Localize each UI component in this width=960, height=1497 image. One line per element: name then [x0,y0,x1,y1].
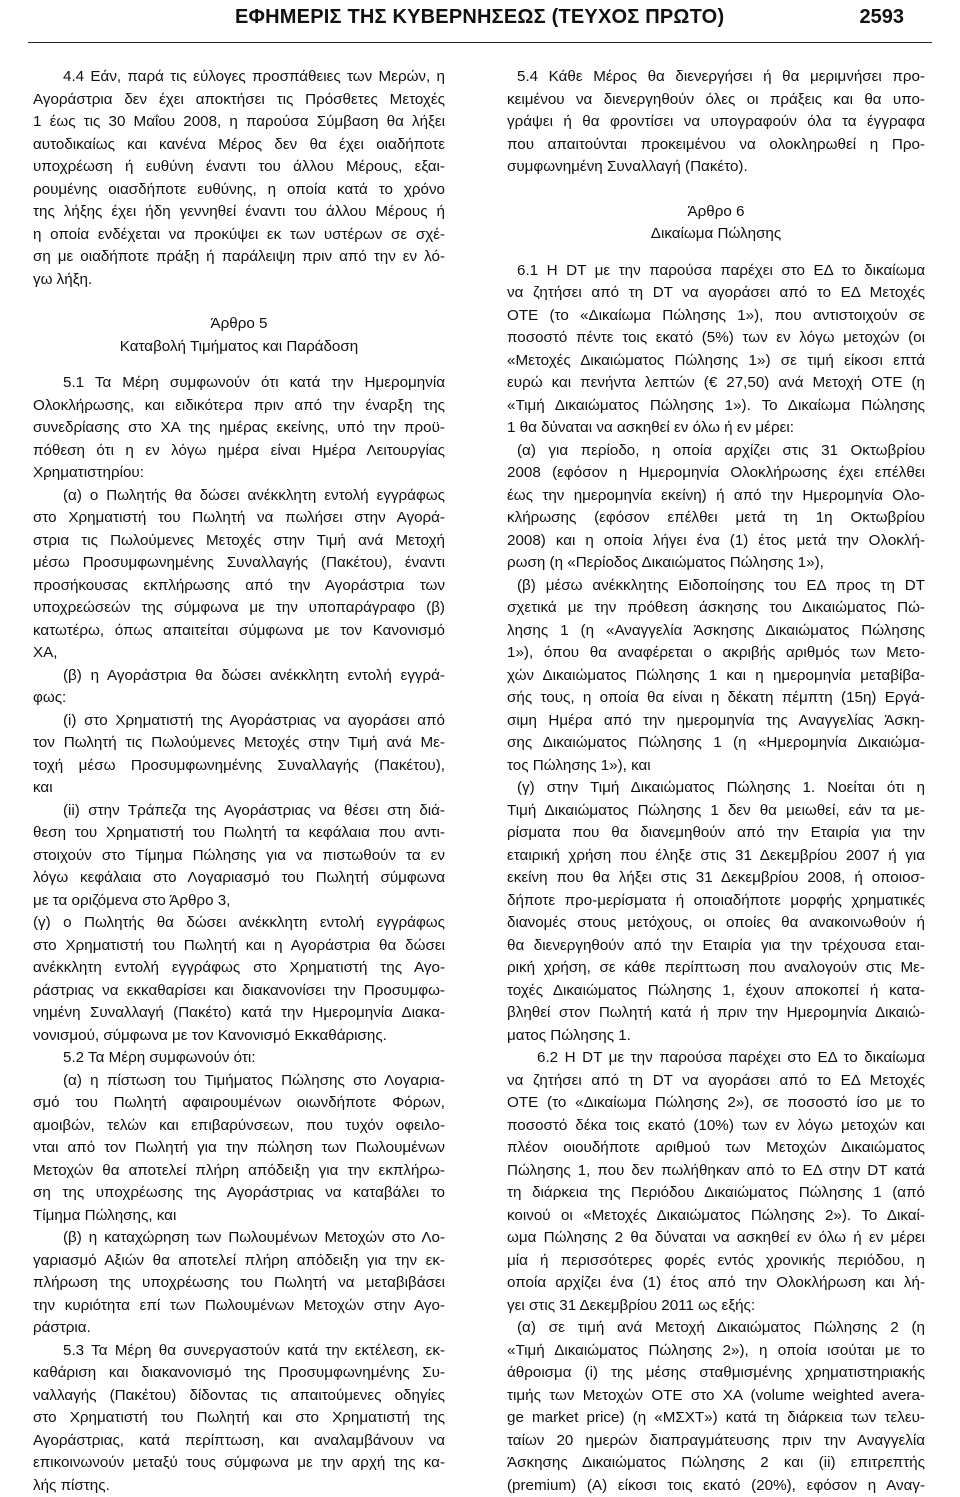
text-line: υποχρεώσεών της σύμφωνα με την υποπαράγραφο (β) [33,597,445,620]
text-line: να ζητήσει από τη DT να αγοράσει από το ΕΔ Μετοχές [507,1070,925,1093]
text-line: 5.2 Τα Μέρη συμφωνούν ότι: [33,1047,445,1070]
paragraph-5-2 [33,1047,445,1340]
article-6-subheading: Δικαίωμα Πώλησης [507,223,925,246]
text-line: στο Χρηματιστή του Πωλητή και στο Χρηματιστή της [33,1407,445,1430]
text-line: τοχή μέσω Προσυμφωνημένης Συναλλαγής (Πακέτου), [33,755,445,778]
text-line: 2008 (εφόσον η Ημερομηνία Ολοκλήρωσης έχει επέλθει [507,462,925,485]
text-line: εκείνη που θα λήξει στις 31 Δεκεμβρίου 2008, ή οποιοσ- [507,867,925,890]
text-line: η οποία ενδέχεται να προκύψει εκ των υστέρων σε σχέ- [33,224,445,247]
right-column [507,66,925,1497]
text-line: 1»), όπου θα αναφέρεται ο ακριβής αριθμός των Μετο- [507,642,925,665]
paragraph-5-1 [33,372,445,1047]
text-line: ge market price) (η «ΜΣΧΤ») κατά τη διάρκεια των τελευ- [507,1407,925,1430]
text-line: Ολοκλήρωσης, και ειδικότερα πριν από την έναρξη της [33,395,445,418]
text-line: αμοιβών, τελών και επιβαρύνσεων, που τυχόν οφειλο- [33,1115,445,1138]
text-line: γράψει ή θα φροντίσει να υπογραφούν όλα τα έγγραφα [507,111,925,134]
text-line: (ii) στην Τράπεζα της Αγοράστριας να θέσει στη διά- [33,800,445,823]
text-line: 4.4 Εάν, παρά τις εύλογες προσπάθειες των Μερών, η [33,66,445,89]
text-line: επικοινωνούν μεταξύ τους σύμφωνα με την αρχή της κα- [33,1452,445,1475]
text-line: Αγοράστριας, κατά περίπτωση, και αναλαμβάνουν να [33,1430,445,1453]
text-line: γω λήξη. [33,269,445,292]
text-line: καθάριση και διακανονισμό της Προσυμφωνημένης Συ- [33,1362,445,1385]
text-line: ση με οιαδήποτε πράξη ή παράλειψη πριν από την εν λό- [33,246,445,269]
text-line: σης Δικαιώματος Πώλησης 1 (η «Ημερομηνία Δικαιώμα- [507,732,925,755]
text-line: ΟΤΕ (το «Δικαίωμα Πώλησης 1»), που αντιστοιχούν σε [507,305,925,328]
text-line: (γ) στην Τιμή Δικαιώματος Πώλησης 1. Νοείται ότι η [507,777,925,800]
text-line: ανέκκλητη εντολή εγγράφως στο Χρηματιστή της Αγο- [33,957,445,980]
text-line: οποία αρχίζει ένα (1) έτος από την Ολοκλήρωση και λή- [507,1272,925,1295]
text-line: τον Πωλητή τις Πωλούμενες Μετοχές στην Τιμή ανά Με- [33,732,445,755]
paragraph-6-2 [507,1047,925,1497]
page-header [0,0,960,46]
text-line: Πώλησης 1, που δεν πωλήθηκαν από το ΕΔ στην DT κατά [507,1160,925,1183]
text-line: στρια τις Πωλούμενες Μετοχές στην Τιμή ανά Μετοχή [33,530,445,553]
text-line: κλήρωσης (εφόσον επέλθει μετά τη 1η Οκτωβρίου [507,507,925,530]
text-line: 6.1 Η DT με την παρούσα παρέχει στο ΕΔ το δικαίωμα [507,260,925,283]
text-line: (α) η πίστωση του Τιμήματος Πώλησης στο Λογαρια- [33,1070,445,1093]
text-line: βληθεί στον Πωλητή κατά ή πριν την Ημερομηνία Δικαιώ- [507,1002,925,1025]
text-line: 5.1 Τα Μέρη συμφωνούν ότι κατά την Ημερομηνία [33,372,445,395]
paragraph-6-1 [507,260,925,1048]
text-line: τιμής των Μετοχών ΟΤΕ στο ΧΑ (volume weighted avera- [507,1385,925,1408]
text-line: διανομές στους μετόχους, οι οποίες θα ανακοινωθούν ή [507,912,925,935]
text-line: ΧΑ, [33,642,445,665]
text-line: γαριασμό Αξιών θα αποτελεί πλήρη απόδειξη για την εκ- [33,1250,445,1273]
text-line: προσήκουσας εκπλήρωσης από την Αγοράστρια των [33,575,445,598]
text-line: λής πίστης. [33,1475,445,1497]
text-line: μέσω Προσυμφωνημένης Συναλλαγής (Πακέτου), έναντι [33,552,445,575]
text-line: έως την ημερομηνία εκείνη) ή από την Ημερομηνία Ολο- [507,485,925,508]
text-line: την κυριότητα επί των Πωλουμένων Μετοχών στην Αγο- [33,1295,445,1318]
text-line: (i) στο Χρηματιστή της Αγοράστριας να αγοράσει από [33,710,445,733]
text-line: αυτοδικαίως και κανένα Μέρος δεν θα έχει οιαδήποτε [33,134,445,157]
text-line: πλέον οιουδήποτε αριθμού των Μετοχών Δικαιώματος [507,1137,925,1160]
text-line: «Τιμή Δικαιώματος Πώλησης 2»), η οποία ισούται με το [507,1340,925,1363]
text-line: 1 έως τις 30 Μαΐου 2008, η παρούσα Σύμβαση θα λήξει [33,111,445,134]
text-line: μία ή περισσότερες φορές εντός χρονικής περιόδου, η [507,1250,925,1273]
text-line: άθροισμα (i) της μέσης σταθμισμένης χρηματιστηριακής [507,1362,925,1385]
text-line: Χρηματιστηρίου: [33,462,445,485]
paragraph-5-4 [507,66,925,179]
text-line: νται από τον Πωλητή για την πώληση των Πωλουμένων [33,1137,445,1160]
paragraph-4-4 [33,66,445,291]
text-line: πόθεση ότι η εν λόγω ημέρα είναι Ημέρα Λειτουργίας [33,440,445,463]
text-line: Άσκησης Δικαιώματος Πώλησης 2 και (ii) επιτρεπτής [507,1452,925,1475]
left-column [33,66,445,1497]
text-line: στο Χρηματιστή του Πωλητή να πωλήσει στην Αγορά- [33,507,445,530]
text-line: Μετοχών θα αποτελεί πλήρη απόδειξη για την εκπλήρω- [33,1160,445,1183]
header-rule [28,42,932,43]
text-line: (β) η Αγοράστρια θα δώσει ανέκκλητη εντολή εγγρά- [33,665,445,688]
text-line: και [33,777,445,800]
text-line: ποσοστό πέντε τοις εκατό (5%) των εν λόγω μετοχών (οι [507,327,925,350]
text-line: κειμένου να διενεργηθούν όλες οι πράξεις και θα υπο- [507,89,925,112]
text-line: νημένη Συναλλαγή (Πακέτο) κατά την Ημερομηνία Διακα- [33,1002,445,1025]
text-line: ρουμένης οιασδήποτε ευθύνης, η οποία κατά το χρόνο [33,179,445,202]
article-5-subheading: Καταβολή Τιμήματος και Παράδοση [33,336,445,359]
text-line: ρωση (η «Περίοδος Δικαιώματος Πώλησης 1»), [507,552,925,575]
text-line: (β) η καταχώρηση των Πωλουμένων Μετοχών στο Λο- [33,1227,445,1250]
text-line: χών Δικαιώματος Πώλησης 1 και η ημερομηνία μεταβίβα- [507,665,925,688]
text-line: ματος Πώλησης 1. [507,1025,925,1048]
text-line: «Μετοχές Δικαιώματος Πώλησης 1») σε τιμή είκοσι επτά [507,350,925,373]
text-line: συνεδρίασης στο ΧΑ της ημέρας εκείνης, υπό την προϋ- [33,417,445,440]
text-line: Αγοράστρια δεν έχει αποκτήσει τις Πρόσθετες Μετοχές [33,89,445,112]
text-line: ρική χρήση, σε κάθε περίπτωση που αναλογούν στις Με- [507,957,925,980]
text-line: 1 θα δύναται να ασκηθεί εν όλω ή εν μέρει: [507,417,925,440]
text-line: (α) σε τιμή ανά Μετοχή Δικαιώματος Πώλησης 2 (η [507,1317,925,1340]
text-line: πλήρωση της υποχρέωσης του Πωλητή να μεταβιβάσει [33,1272,445,1295]
text-line: γει στις 31 Δεκεμβρίου 2011 ως εξής: [507,1295,925,1318]
text-line: «Τιμή Δικαιώματος Πώλησης 1»). Το Δικαίωμα Πώλησης [507,395,925,418]
text-line: (β) μέσω ανέκκλητης Ειδοποίησης του ΕΔ προς τη DT [507,575,925,598]
text-line: ναλλαγής (Πακέτου) δίδοντας τις απαιτούμενες οδηγίες [33,1385,445,1408]
text-line: Τιμή Δικαιώματος Πώλησης 1 δεν θα μειωθεί, εάν τα με- [507,800,925,823]
text-line: 5.3 Τα Μέρη θα συνεργαστούν κατά την εκτέλεση, εκ- [33,1340,445,1363]
text-line: ρίσματα που θα διανεμηθούν από την Εταιρία για την [507,822,925,845]
text-line: ευρώ και πενήντα λεπτών (€ 27,50) ανά Μετοχή ΟΤΕ (η [507,372,925,395]
text-line: 6.2 Η DT με την παρούσα παρέχει στο ΕΔ το δικαίωμα [507,1047,925,1070]
text-line: τοχές Δικαιώματος Πώλησης 1, έχουν αποκοπεί ή κατα- [507,980,925,1003]
text-line: κατωτέρω, όπως απαιτείται σύμφωνα με τον Κανονισμό [33,620,445,643]
text-line: ΟΤΕ (το «Δικαίωμα Πώλησης 2»), σε ποσοστό ίσο με το [507,1092,925,1115]
text-line: στοιχούν στο Τίμημα Πώλησης για να πιστωθούν τα εν [33,845,445,868]
text-line: εταιρική χρήση που έληξε στις 31 Δεκεμβρίου 2007 ή για [507,845,925,868]
text-line: σμό του Πωλητή αφαιρουμένων οιωνδήποτε Φόρων, [33,1092,445,1115]
text-line: κοινού οι «Μετοχές Δικαιώματος Πώλησης 2»). Το Δικαί- [507,1205,925,1228]
text-line: ση της υποχρέωσης της Αγοράστριας να καταβάλει το [33,1182,445,1205]
text-line: λόγω κεφάλαια στο Λογαριασμό του Πωλητή σύμφωνα [33,867,445,890]
text-line: Τίμημα Πώλησης, και [33,1205,445,1228]
text-line: (α) ο Πωλητής θα δώσει ανέκκλητη εντολή εγγράφως [33,485,445,508]
text-line: τος Πώλησης 1»), και [507,755,925,778]
text-line: υποχρέωση ή ευθύνη έναντι του άλλου Μέρους, εξαι- [33,156,445,179]
text-line: δήποτε προ-μερίσματα ή οποιαδήποτε μορφής χρηματικές [507,890,925,913]
text-line: φως: [33,687,445,710]
text-line: λησης 1 (η «Αναγγελία Άσκησης Δικαιώματος Πώλησης [507,620,925,643]
text-line: συμφωνημένη Συναλλαγή (Πακέτο). [507,156,925,179]
text-line: (γ) ο Πωλητής θα δώσει ανέκκλητη εντολή εγγράφως [33,912,445,935]
text-line: να ζητήσει από τη DT να αγοράσει από το ΕΔ Μετοχές [507,282,925,305]
paragraph-5-3 [33,1340,445,1497]
article-5-heading: Άρθρο 5 [33,313,445,336]
text-line: στο Χρηματιστή του Πωλητή και η Αγοράστρια θα δώσει [33,935,445,958]
text-line: (premium) (Α) είκοσι τοις εκατό (20%), εφόσον η Αναγ- [507,1475,925,1497]
text-line: τη διάρκεια της Περιόδου Δικαιώματος Πώλησης 1 (από [507,1182,925,1205]
text-line: σιμη Ημέρα από την ημερομηνία της Αναγγελίας Άσκη- [507,710,925,733]
text-line: ωμα Πώλησης 2 θα δύναται να ασκηθεί εν όλω ή εν μέρει [507,1227,925,1250]
text-line: της λήξης έχει ήδη γεννηθεί έναντι του άλλου Μέρους ή [33,201,445,224]
text-line: που απαιτούνται προκειμένου να ολοκληρωθεί η Προ- [507,134,925,157]
text-line: θα διενεργηθούν από την Εταιρία για την τρέχουσα εται- [507,935,925,958]
text-line: ράστρια. [33,1317,445,1340]
article-6-heading: Άρθρο 6 [507,201,925,224]
gazette-title: ΕΦΗΜΕΡΙΣ ΤΗΣ ΚΥΒΕΡΝΗΣΕΩΣ (ΤΕΥΧΟΣ ΠΡΩΤΟ) [235,6,724,29]
page-number: 2593 [860,6,905,29]
text-line: ταίων 20 ημερών διαπραγμάτευσης πριν την Αναγγελία [507,1430,925,1453]
text-line: 2008) και η οποία λήγει ένα (1) έτος μετά την Ολοκλή- [507,530,925,553]
text-line: σής τους, η οποία θα είναι η δέκατη πέμπτη (15η) Εργά- [507,687,925,710]
text-line: 5.4 Κάθε Μέρος θα διενεργήσει ή θα μεριμνήσει προ- [507,66,925,89]
text-line: (α) για περίοδο, η οποία αρχίζει στις 31 Οκτωβρίου [507,440,925,463]
text-line: θεση του Χρηματιστή του Πωλητή τα κεφάλαια που αντι- [33,822,445,845]
text-line: ράστριας να εκκαθαρίσει και διακανονίσει την Προσυμφω- [33,980,445,1003]
text-line: σχετικά με την πρόθεση άσκησης του Δικαιώματος Πώ- [507,597,925,620]
text-line: ποσοστό δέκα τοις εκατό (10%) των εν λόγω μετοχών και [507,1115,925,1138]
text-line: νονισμού, σύμφωνα με τον Κανονισμό Εκκαθάρισης. [33,1025,445,1048]
text-line: με τα οριζόμενα στο Άρθρο 3, [33,890,445,913]
